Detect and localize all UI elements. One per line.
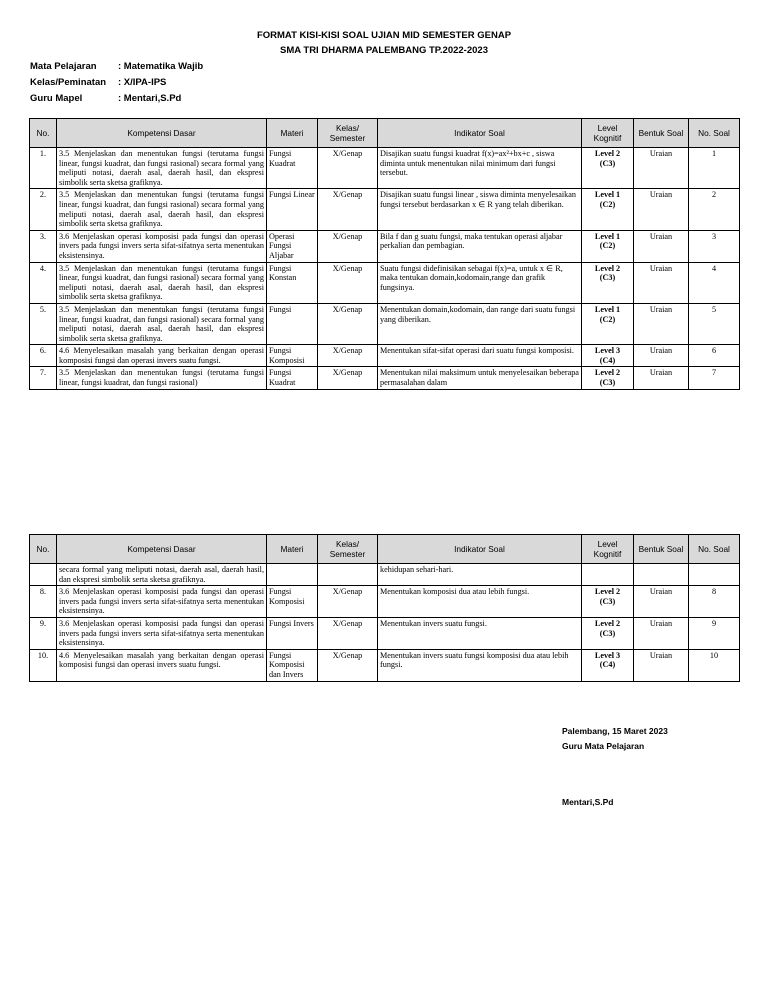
bentuk-soal-cell: Uraian [634,230,689,262]
level-code: (C3) [599,378,616,388]
indikator-soal-cell: Bila f dan g suatu fungsi, maka tentukan operasi aljabar perkalian dan pembagian. [378,230,582,262]
level-code: (C2) [599,314,616,324]
bentuk-soal-cell: Uraian [634,148,689,189]
indikator-soal-cell: Suatu fungsi didefinisikan sebagai f(x)=a, untuk x ∈ R, maka tentukan domain,kodomain,range dan grafik fungsinya. [378,262,582,303]
level-code: (C3) [599,628,616,638]
level-label: Level 2 [594,263,621,273]
level-kognitif-cell [582,148,634,189]
kompetensi-dasar-cell: 4.6 Menyelesaikan masalah yang berkaitan dengan operasi komposisi fungsi dan operasi invers suatu fungsi. [57,345,267,367]
level-code: (C3) [599,273,616,283]
materi-cell [267,564,318,586]
level-label: Level 1 [594,304,621,314]
kelas-semester-cell: X/Genap [318,649,378,681]
table-row [30,303,740,344]
no-soal-cell: 3 [689,230,740,262]
materi-cell: Fungsi Komposisi dan Invers [267,649,318,681]
bentuk-soal-cell [634,564,689,586]
level-kognitif-cell [582,617,634,649]
kompetensi-dasar-cell: 3.6 Menjelaskan operasi komposisi pada fungsi dan operasi invers pada fungsi invers serta sifat-sifatnya serta menentukan eksistensinya. [57,230,267,262]
level-kognitif-cell [582,564,634,586]
level-kognitif-cell [582,586,634,618]
table-row [30,189,740,230]
table-row [30,230,740,262]
bentuk-soal-cell: Uraian [634,189,689,230]
materi-cell: Fungsi Invers [267,617,318,649]
kelas-semester-cell: X/Genap [318,262,378,303]
no-soal-cell [689,564,740,586]
kelas-semester-cell: X/Genap [318,189,378,230]
blueprint-table-1 [29,118,740,390]
indikator-soal-cell: Menentukan nilai maksimum untuk menyelesaikan beberapa permasalahan dalam [378,367,582,389]
column-header: Kelas/ Semester [318,535,378,564]
kompetensi-dasar-cell: secara formal yang meliputi notasi, daerah asal, daerah hasil, dan ekspresi simbolik serta sketsa grafiknya. [57,564,267,586]
level-label: Level 2 [594,149,621,158]
column-header: Kompetensi Dasar [57,119,267,148]
materi-cell: Fungsi [267,303,318,344]
no-soal-cell: 4 [689,262,740,303]
meta-value: : Mentari,S.Pd [118,93,182,104]
meta-label: Guru Mapel [30,93,83,104]
row-number: 9. [30,617,57,649]
no-soal-cell: 1 [689,148,740,189]
no-soal-cell: 7 [689,367,740,389]
row-number: 1. [30,148,57,189]
column-header: Indikator Soal [378,119,582,148]
materi-cell: Fungsi Kuadrat [267,367,318,389]
indikator-soal-cell: Menentukan sifat-sifat operasi dari suatu fungsi komposisi. [378,345,582,367]
signature-name: Mentari,S.Pd [562,797,614,807]
level-label: Level 2 [594,368,621,378]
materi-cell: Fungsi Kuadrat [267,148,318,189]
bentuk-soal-cell: Uraian [634,262,689,303]
kelas-semester-cell: X/Genap [318,230,378,262]
kelas-semester-cell: X/Genap [318,617,378,649]
row-number: 2. [30,189,57,230]
level-label: Level 1 [594,231,621,241]
indikator-soal-cell: Menentukan invers suatu fungsi komposisi dua atau lebih fungsi. [378,649,582,681]
column-header: No. Soal [689,119,740,148]
materi-cell: Fungsi Komposisi [267,345,318,367]
blueprint-table-2 [29,534,740,682]
no-soal-cell: 8 [689,586,740,618]
table-row [30,586,740,618]
column-header: Level Kognitif [582,119,634,148]
row-number: 10. [30,649,57,681]
level-label: Level 2 [594,587,621,597]
no-soal-cell: 6 [689,345,740,367]
meta-subject [30,61,203,72]
level-kognitif-cell [582,230,634,262]
meta-value: : X/IPA-IPS [118,77,167,88]
column-header: No. [30,119,57,148]
kompetensi-dasar-cell: 3.6 Menjelaskan operasi komposisi pada fungsi dan operasi invers pada fungsi invers serta sifat-sifatnya serta menentukan eksistensinya. [57,617,267,649]
level-code: (C3) [599,596,616,606]
meta-class [30,77,166,88]
bentuk-soal-cell: Uraian [634,303,689,344]
no-soal-cell: 10 [689,649,740,681]
no-soal-cell: 9 [689,617,740,649]
bentuk-soal-cell: Uraian [634,649,689,681]
row-number: 6. [30,345,57,367]
indikator-soal-cell: Disajikan suatu fungsi kuadrat f(x)=ax²+bx+c , siswa diminta untuk menentukan nilai minimum dari fungsi tersebut. [378,148,582,189]
level-kognitif-cell [582,649,634,681]
kelas-semester-cell: X/Genap [318,345,378,367]
column-header: Kompetensi Dasar [57,535,267,564]
kelas-semester-cell: X/Genap [318,367,378,389]
kompetensi-dasar-cell: 4.6 Menyelesaikan masalah yang berkaitan dengan operasi komposisi fungsi dan operasi invers suatu fungsi. [57,649,267,681]
document-subtitle: SMA TRI DHARMA PALEMBANG TP.2022-2023 [280,45,488,56]
column-header: Materi [267,535,318,564]
meta-teacher [30,93,181,104]
materi-cell: Fungsi Konstan [267,262,318,303]
materi-cell: Operasi Fungsi Aljabar [267,230,318,262]
column-header: Bentuk Soal [634,535,689,564]
row-number: 8. [30,586,57,618]
table-row [30,564,740,586]
kompetensi-dasar-cell: 3.5 Menjelaskan dan menentukan fungsi (terutama fungsi linear, fungsi kuadrat, dan fungsi rasional) secara formal yang meliputi notasi, daerah asal, daerah hasil, dan ekspresi simbolik serta sketsa grafiknya. [57,148,267,189]
level-kognitif-cell [582,262,634,303]
no-soal-cell: 2 [689,189,740,230]
column-header: No. [30,535,57,564]
level-code: (C3) [599,158,616,168]
bentuk-soal-cell: Uraian [634,345,689,367]
level-label: Level 2 [594,618,621,628]
indikator-soal-cell: Menentukan komposisi dua atau lebih fungsi. [378,586,582,618]
level-kognitif-cell [582,303,634,344]
row-number: 5. [30,303,57,344]
kompetensi-dasar-cell: 3.5 Menjelaskan dan menentukan fungsi (terutama fungsi linear, fungsi kuadrat, dan fungsi rasional) secara formal yang meliputi notasi, daerah asal, daerah hasil, dan ekspresi simbolik serta sketsa grafiknya. [57,262,267,303]
table-row [30,148,740,189]
indikator-soal-cell: Menentukan invers suatu fungsi. [378,617,582,649]
materi-cell: Fungsi Komposisi [267,586,318,618]
kelas-semester-cell [318,564,378,586]
no-soal-cell: 5 [689,303,740,344]
level-code: (C4) [599,660,616,670]
level-kognitif-cell [582,345,634,367]
kelas-semester-cell: X/Genap [318,303,378,344]
kompetensi-dasar-cell: 3.5 Menjelaskan dan menentukan fungsi (terutama fungsi linear, fungsi kuadrat, dan fungsi rasional) secara formal yang meliputi notasi, daerah asal, daerah hasil, dan ekspresi simbolik serta sketsa grafiknya. [57,303,267,344]
signature-role: Guru Mata Pelajaran [562,741,645,751]
meta-value: : Matematika Wajib [118,61,204,72]
column-header: Bentuk Soal [634,119,689,148]
kompetensi-dasar-cell: 3.5 Menjelaskan dan menentukan fungsi (terutama fungsi linear, fungsi kuadrat, dan fungsi rasional) [57,367,267,389]
row-number: 4. [30,262,57,303]
column-header: Materi [267,119,318,148]
table-row [30,649,740,681]
level-code: (C2) [599,199,616,209]
bentuk-soal-cell: Uraian [634,367,689,389]
table-row [30,345,740,367]
indikator-soal-cell: Menentukan domain,kodomain, dan range dari suatu fungsi yang diberikan. [378,303,582,344]
row-number: 3. [30,230,57,262]
table-row [30,262,740,303]
materi-cell: Fungsi Linear [267,189,318,230]
indikator-soal-cell: Disajikan suatu fungsi linear , siswa diminta menyelesaikan fungsi tersebut berdasarkan x ∈ R yang telah diberikan. [378,189,582,230]
table-row [30,367,740,389]
column-header: Kelas/ Semester [318,119,378,148]
kompetensi-dasar-cell: 3.6 Menjelaskan operasi komposisi pada fungsi dan operasi invers pada fungsi invers serta sifat-sifatnya serta menentukan eksistensinya. [57,586,267,618]
table-header-row [30,119,740,148]
indikator-soal-cell: kehidupan sehari-hari. [378,564,582,586]
bentuk-soal-cell: Uraian [634,617,689,649]
level-kognitif-cell [582,189,634,230]
level-kognitif-cell [582,367,634,389]
kelas-semester-cell: X/Genap [318,148,378,189]
document-title: FORMAT KISI-KISI SOAL UJIAN MID SEMESTER GENAP [256,30,512,41]
level-label: Level 3 [594,650,621,660]
kelas-semester-cell: X/Genap [318,586,378,618]
column-header: No. Soal [689,535,740,564]
column-header: Indikator Soal [378,535,582,564]
row-number [30,564,57,586]
kompetensi-dasar-cell: 3.5 Menjelaskan dan menentukan fungsi (terutama fungsi linear, fungsi kuadrat, dan fungsi rasional) secara formal yang meliputi notasi, daerah asal, daerah hasil, dan ekspresi simbolik serta sketsa grafiknya. [57,189,267,230]
bentuk-soal-cell: Uraian [634,586,689,618]
meta-label: Mata Pelajaran [30,61,97,72]
row-number: 7. [30,367,57,389]
level-label: Level 3 [594,346,621,356]
level-code: (C2) [599,241,616,251]
level-label: Level 1 [594,190,621,200]
signature-place-date: Palembang, 15 Maret 2023 [562,726,668,736]
table-row [30,617,740,649]
column-header: Level Kognitif [582,535,634,564]
meta-label: Kelas/Peminatan [30,77,107,88]
table-header-row [30,535,740,564]
level-code: (C4) [599,355,616,365]
